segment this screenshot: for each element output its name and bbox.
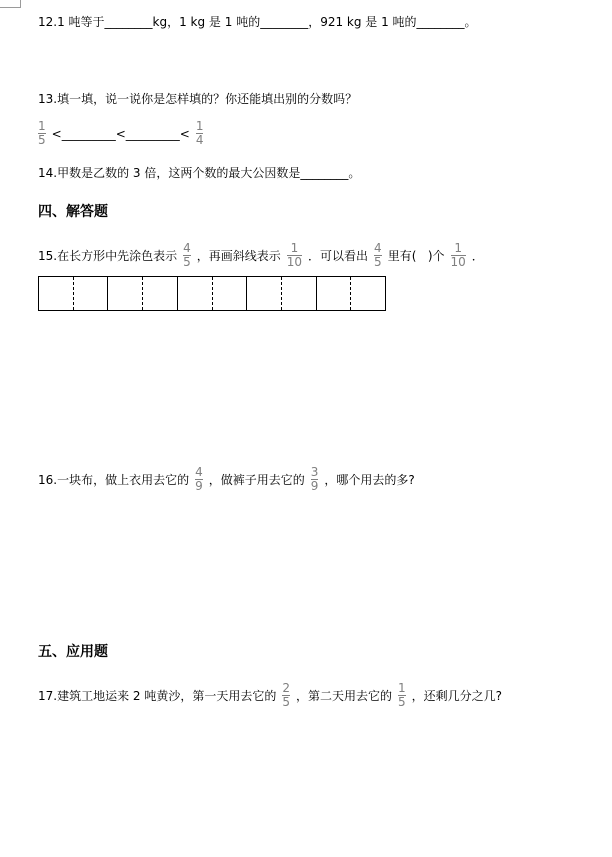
fraction-numerator: 4 <box>374 241 382 255</box>
question-13-comparison-row <box>32 121 209 146</box>
fraction-denominator: 10 <box>286 255 303 269</box>
fraction <box>183 243 191 268</box>
fraction-numerator: 1 <box>38 119 46 133</box>
question-16-text-2: ，做裤子用去它的 <box>208 472 305 487</box>
question-16 <box>38 467 415 492</box>
fraction-denominator: 5 <box>398 695 406 709</box>
question-15-text-4: 里有( )个 <box>387 248 445 263</box>
fraction-denominator: 5 <box>38 133 46 147</box>
fraction-denominator: 5 <box>374 255 382 269</box>
question-17-text-3: ，还剩几分之几? <box>411 688 503 703</box>
rectangle-cell <box>247 277 282 310</box>
rectangle-cell <box>74 277 109 310</box>
divided-rectangle <box>38 276 386 311</box>
rectangle-cell <box>317 277 352 310</box>
question-16-text-3: ，哪个用去的多? <box>324 472 415 487</box>
fraction-numerator: 4 <box>183 241 191 255</box>
fraction-denominator: 10 <box>450 255 466 269</box>
rectangle-cell <box>108 277 143 310</box>
question-16-text-1: 16.一块布，做上衣用去它的 <box>38 472 190 487</box>
fraction <box>282 683 290 708</box>
corner-crop-mark <box>0 0 21 8</box>
fraction-numerator: 1 <box>195 119 204 133</box>
fraction-denominator: 5 <box>282 695 290 709</box>
question-12-text: 12.1 吨等于________kg，1 kg 是 1 吨的________，921 kg 是 1 吨的________。 <box>38 15 477 29</box>
question-13-prompt <box>38 91 357 107</box>
fraction-denominator: 5 <box>183 255 191 269</box>
fraction-numerator: 3 <box>310 465 319 479</box>
rectangle-cell <box>178 277 213 310</box>
fraction <box>398 683 406 708</box>
fraction <box>287 243 302 268</box>
question-17-text-2: ，第二天用去它的 <box>296 688 393 703</box>
rectangle-cell <box>143 277 178 310</box>
fraction <box>38 121 46 146</box>
question-15-text-3: ．可以看出 <box>308 248 369 263</box>
fraction <box>196 121 204 146</box>
question-15 <box>38 243 484 268</box>
fraction-denominator: 9 <box>195 479 203 493</box>
fraction-numerator: 1 <box>290 241 299 255</box>
fraction-numerator: 2 <box>282 681 290 695</box>
question-15-text-5: ． <box>471 248 484 263</box>
fraction-denominator: 4 <box>195 133 204 147</box>
question-13-text: 13.填一填，说一说你是怎样填的？你还能填出别的分数吗？ <box>38 92 358 106</box>
rectangle-cell <box>39 277 74 310</box>
question-17-text-1: 17.建筑工地运来 2 吨黄沙，第一天用去它的 <box>38 688 277 703</box>
question-15-text-1: 15.在长方形中先涂色表示 <box>38 248 178 263</box>
fraction <box>374 243 382 268</box>
question-14-text: 14.甲数是乙数的 3 倍，这两个数的最大公因数是________。 <box>38 166 361 180</box>
fraction <box>451 243 466 268</box>
section-heading-5: 五、应用题 <box>38 644 108 660</box>
fraction-numerator: 4 <box>195 465 203 479</box>
fraction-denominator: 9 <box>310 479 319 493</box>
rectangle-cell <box>351 277 385 310</box>
fraction-numerator: 1 <box>398 681 406 695</box>
rectangle-cell <box>213 277 248 310</box>
fraction-numerator: 1 <box>454 241 462 255</box>
rectangle-cell <box>282 277 317 310</box>
comparison-blanks: <_________<_________< <box>51 126 190 141</box>
fraction <box>195 467 203 492</box>
fraction <box>311 467 319 492</box>
question-17 <box>38 683 502 708</box>
section-heading-4: 四、解答题 <box>38 204 108 220</box>
question-14 <box>38 165 360 181</box>
question-15-text-2: ，再画斜线表示 <box>196 248 281 263</box>
question-12 <box>38 14 477 30</box>
